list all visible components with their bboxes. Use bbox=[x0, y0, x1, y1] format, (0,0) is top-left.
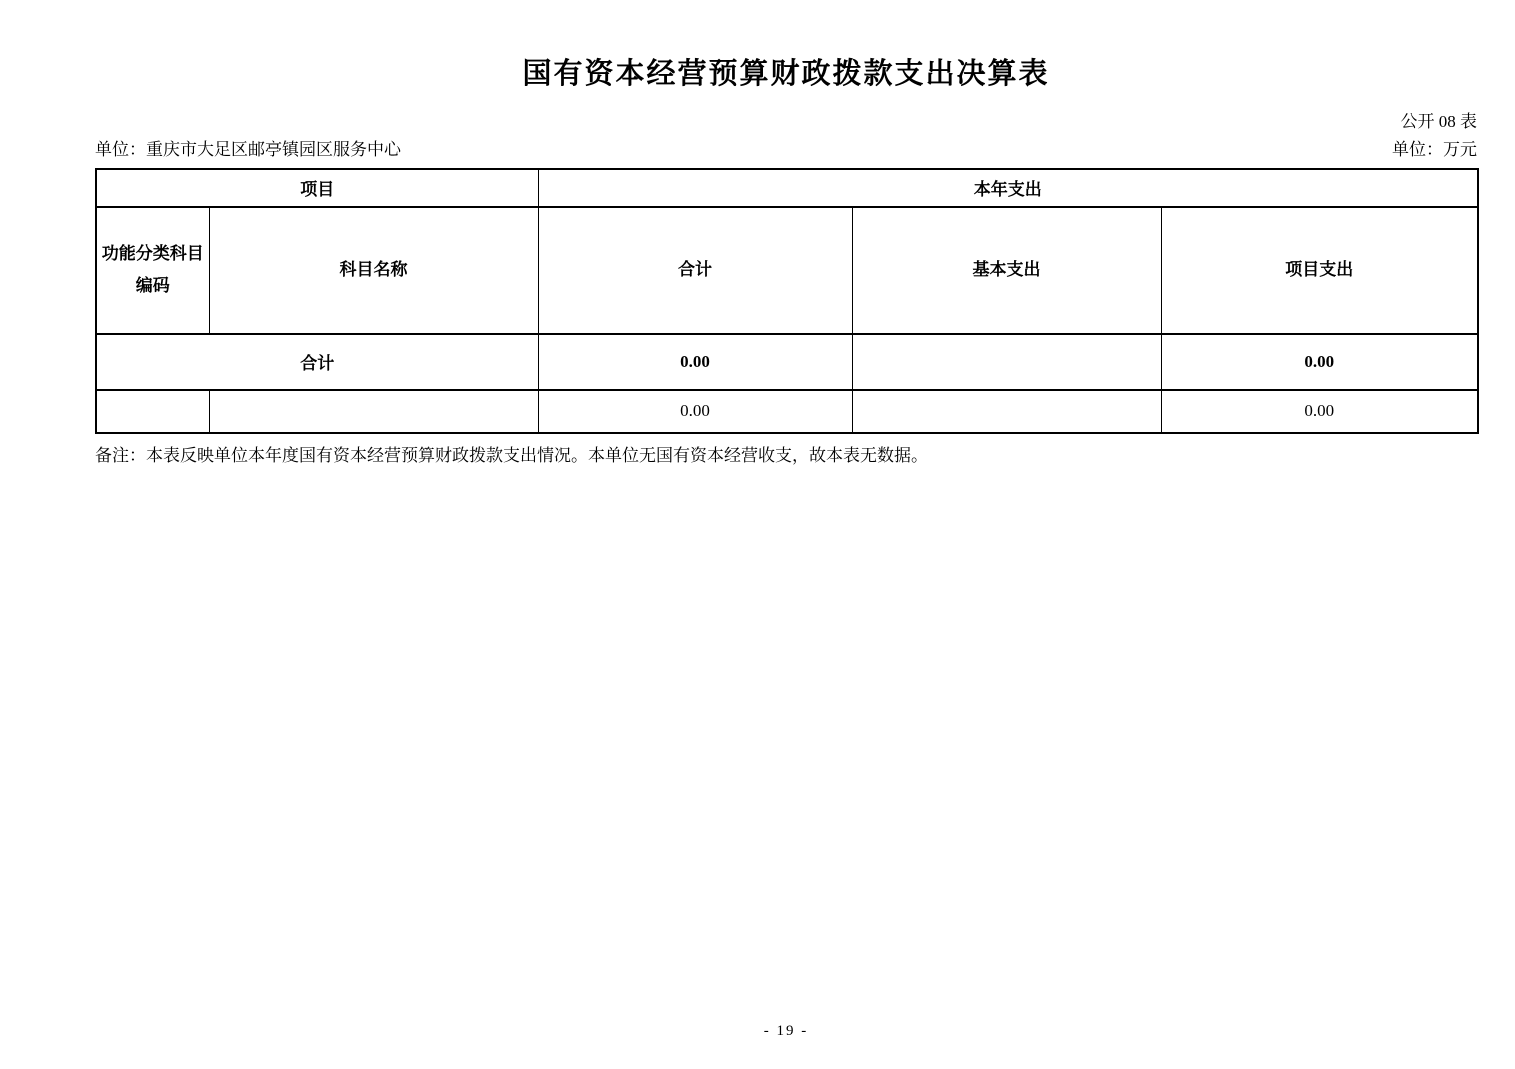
header-columns-row bbox=[96, 207, 1478, 334]
header-group-row bbox=[96, 169, 1478, 207]
document-content bbox=[95, 0, 1477, 467]
table-row-total bbox=[96, 334, 1478, 390]
total-row-basic-value bbox=[852, 334, 1161, 390]
blank-row-basic-value bbox=[852, 390, 1161, 433]
total-row-project-value: 0.00 bbox=[1161, 334, 1478, 390]
meta-line bbox=[95, 140, 1477, 160]
total-row-label: 合计 bbox=[96, 334, 538, 390]
footnote: 备注：本表反映单位本年度国有资本经营预算财政拨款支出情况。本单位无国有资本经营收支，故本表无数据。 bbox=[95, 445, 928, 465]
org-unit-label: 单位：重庆市大足区邮亭镇园区服务中心 bbox=[95, 140, 401, 160]
blank-row-sum-value: 0.00 bbox=[538, 390, 852, 433]
col-header-total: 合计 bbox=[538, 207, 852, 334]
table-row-blank bbox=[96, 390, 1478, 433]
blank-row-code bbox=[96, 390, 209, 433]
blank-row-project-value: 0.00 bbox=[1161, 390, 1478, 433]
col-header-subject-name: 科目名称 bbox=[209, 207, 538, 334]
currency-unit-label: 单位：万元 bbox=[1392, 140, 1477, 160]
col-header-function-code: 功能分类科目编码 bbox=[96, 207, 209, 334]
col-header-project-expenditure: 项目支出 bbox=[1161, 207, 1478, 334]
total-row-sum-value: 0.00 bbox=[538, 334, 852, 390]
page-title: 国有资本经营预算财政拨款支出决算表 bbox=[522, 58, 1050, 90]
page-number: - 19 - bbox=[763, 1023, 809, 1039]
header-group-project: 项目 bbox=[96, 169, 538, 207]
col-header-basic-expenditure: 基本支出 bbox=[852, 207, 1161, 334]
header-group-current-year: 本年支出 bbox=[538, 169, 1478, 207]
table-code-label: 公开 08 表 bbox=[1400, 111, 1477, 131]
expenditure-table bbox=[95, 168, 1479, 434]
blank-row-name bbox=[209, 390, 538, 433]
